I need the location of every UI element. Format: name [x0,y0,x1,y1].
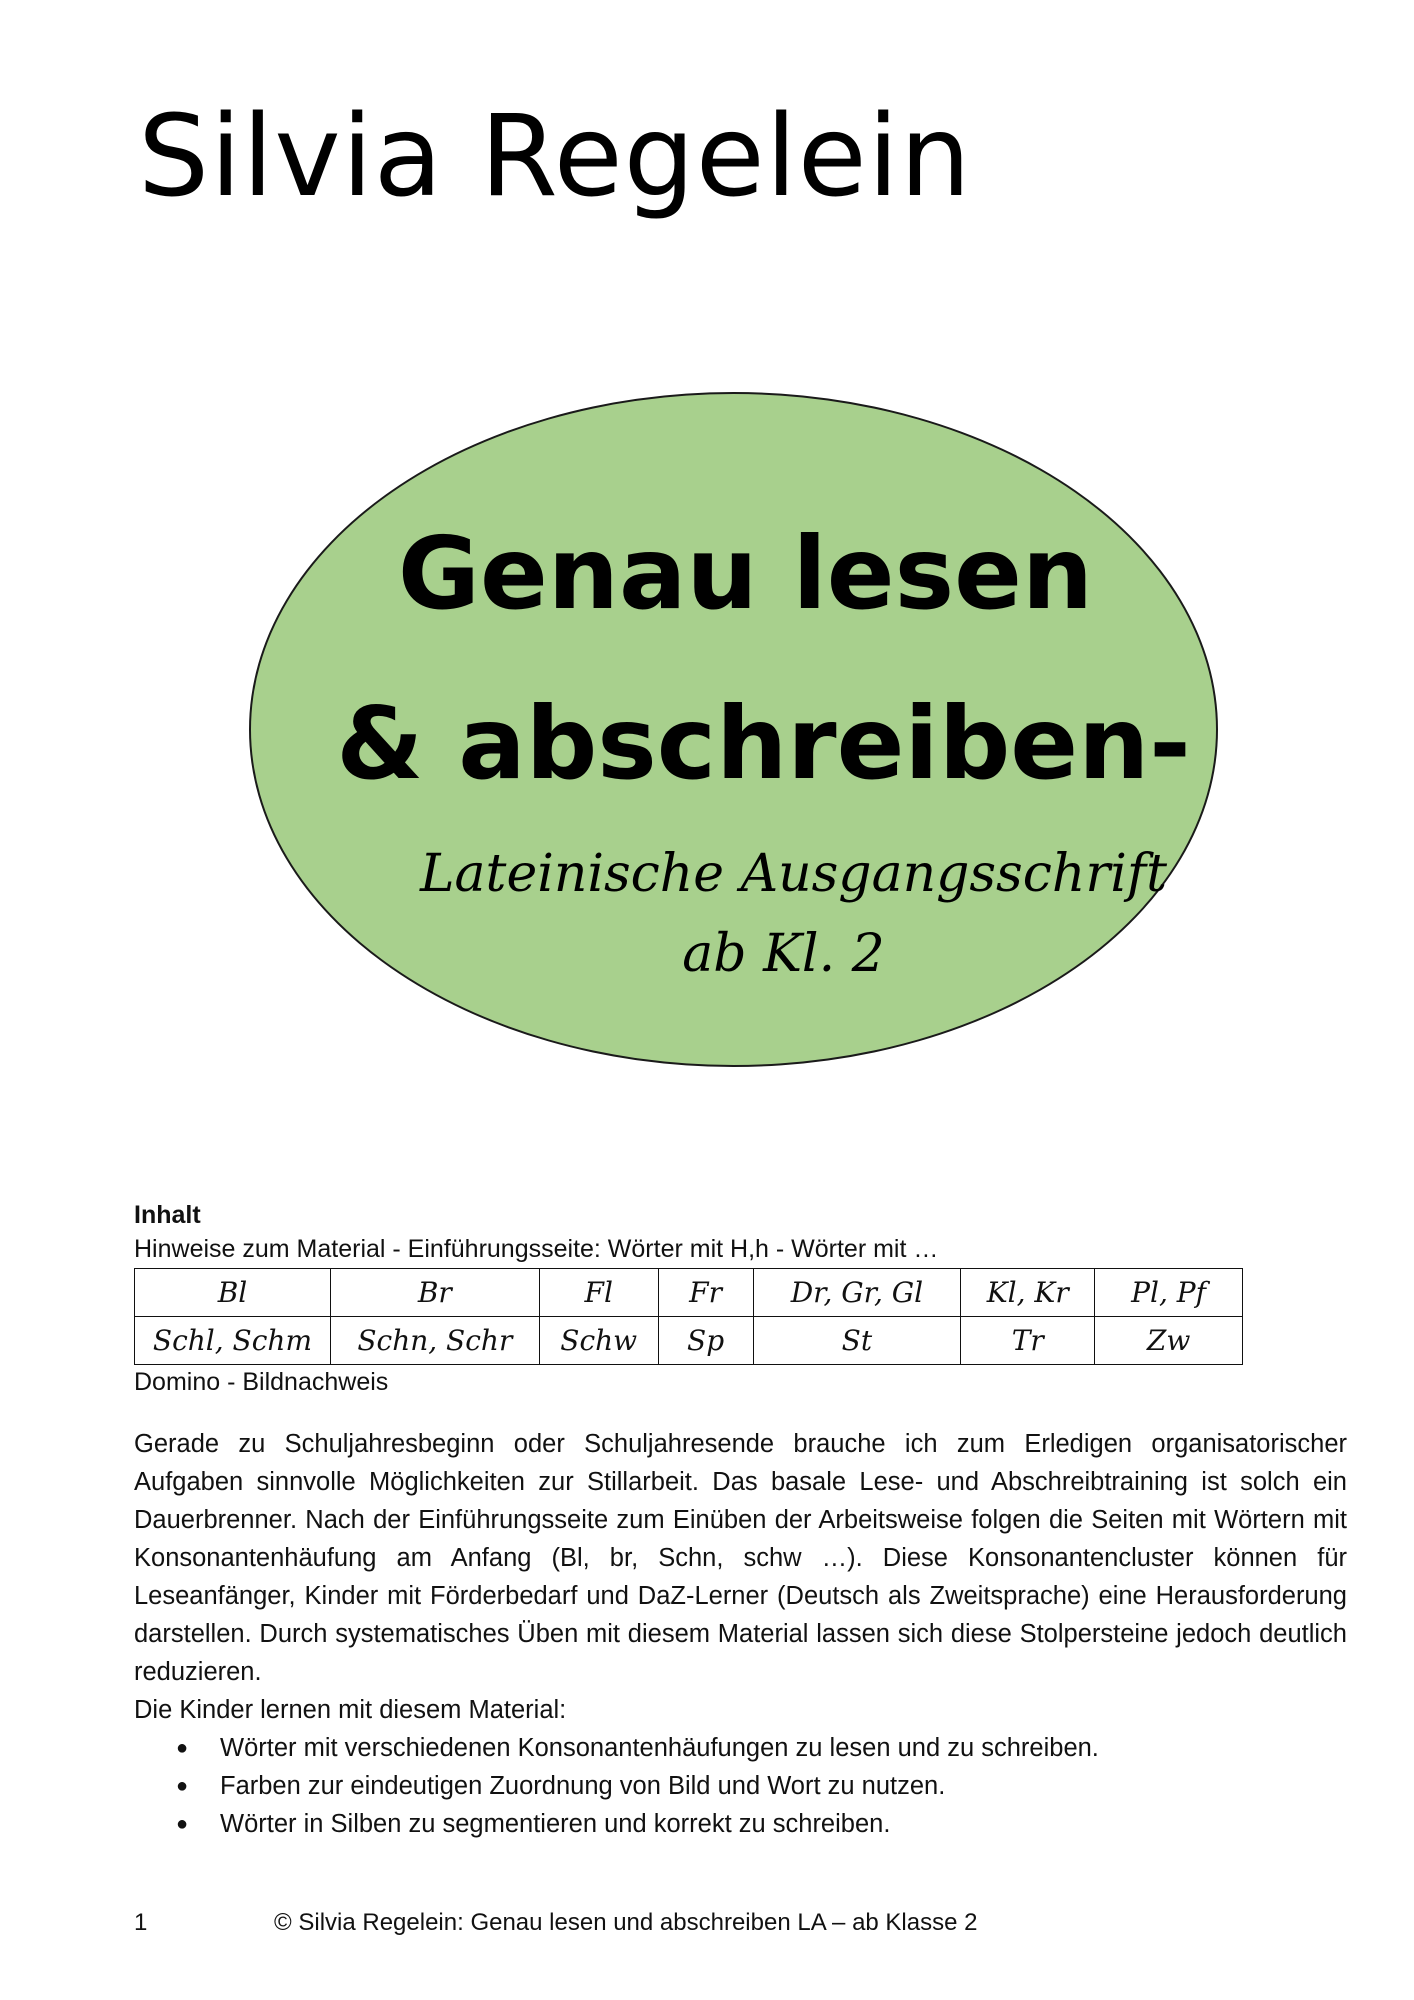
list-item [134,1767,1347,1805]
subtitle-line-1: Lateinische Ausgangsschrift [420,844,1167,904]
table-cell: Dr, Gr, Gl [753,1269,961,1317]
copyright-notice: © Silvia Regelein: Genau lesen und abschreiben LA – ab Klasse 2 [274,1909,978,1936]
table-cell: Schn, Schr [330,1317,539,1365]
bullet-icon: ● [176,1737,189,1759]
contents-heading: Inhalt [134,1201,201,1229]
table-cell: Sp [658,1317,753,1365]
table-cell: Br [330,1269,539,1317]
table-cell: Pl, Pf [1095,1269,1243,1317]
goal-text: Farben zur eindeutigen Zuordnung von Bild und Wort zu nutzen. [220,1772,946,1800]
intro-paragraph: Gerade zu Schuljahresbeginn oder Schuljahresende brauche ich zum Erledigen organisatorischer Aufgaben sinnvolle Möglichkeiten zur Stillarbeit. Das basale Lese- und Abschreibtraining ist solch ein Dauerbrenner. Nach der Einführungsseite zum Einüben der Arbeitsweise folgen die Seiten mit Wörtern mit Konsonantenhäufung am Anfang (Bl, br, Schn, schw …). Diese Konsonantencluster können für Leseanfänger, Kinder mit Förderbedarf und DaZ-Lerner (Deutsch als Zweitsprache) eine Herausforderung darstellen. Durch systematisches Üben mit diesem Material lassen sich diese Stolpersteine jedoch deutlich reduzieren. [134,1430,1347,1686]
table-cell: Kl, Kr [961,1269,1095,1317]
table-cell: Tr [961,1317,1095,1365]
list-item [134,1805,1347,1843]
table-cell: Schw [539,1317,658,1365]
bullet-icon: ● [176,1813,189,1835]
table-row [135,1269,1243,1317]
table-cell: Zw [1095,1317,1243,1365]
content-section [134,1198,1347,1843]
contents-outro: Domino - Bildnachweis [134,1368,389,1396]
page-number: 1 [134,1909,148,1936]
page-footer [134,1908,977,1938]
table-cell: Fl [539,1269,658,1317]
table-cell: Fr [658,1269,753,1317]
author-name: Silvia Regelein [138,92,972,222]
goals-list [134,1729,1347,1843]
table-cell: Bl [135,1269,331,1317]
contents-intro: Hinweise zum Material - Einführungsseite: Wörter mit H,h - Wörter mit … [134,1235,939,1263]
contents-table [134,1268,1243,1365]
subtitle-line-2: ab Kl. 2 [682,924,885,984]
title-oval [249,392,1218,1067]
table-cell: St [753,1317,961,1365]
goal-text: Wörter mit verschiedenen Konsonantenhäufungen zu lesen und zu schreiben. [220,1734,1099,1762]
table-row [135,1317,1243,1365]
list-item [134,1729,1347,1767]
goals-intro: Die Kinder lernen mit diesem Material: [134,1696,567,1724]
title-line-2: & abschreiben- [336,685,1191,802]
table-cell: Schl, Schm [135,1317,331,1365]
bullet-icon: ● [176,1775,189,1797]
title-line-1: Genau lesen [397,515,1094,632]
goal-text: Wörter in Silben zu segmentieren und korrekt zu schreiben. [220,1810,891,1838]
